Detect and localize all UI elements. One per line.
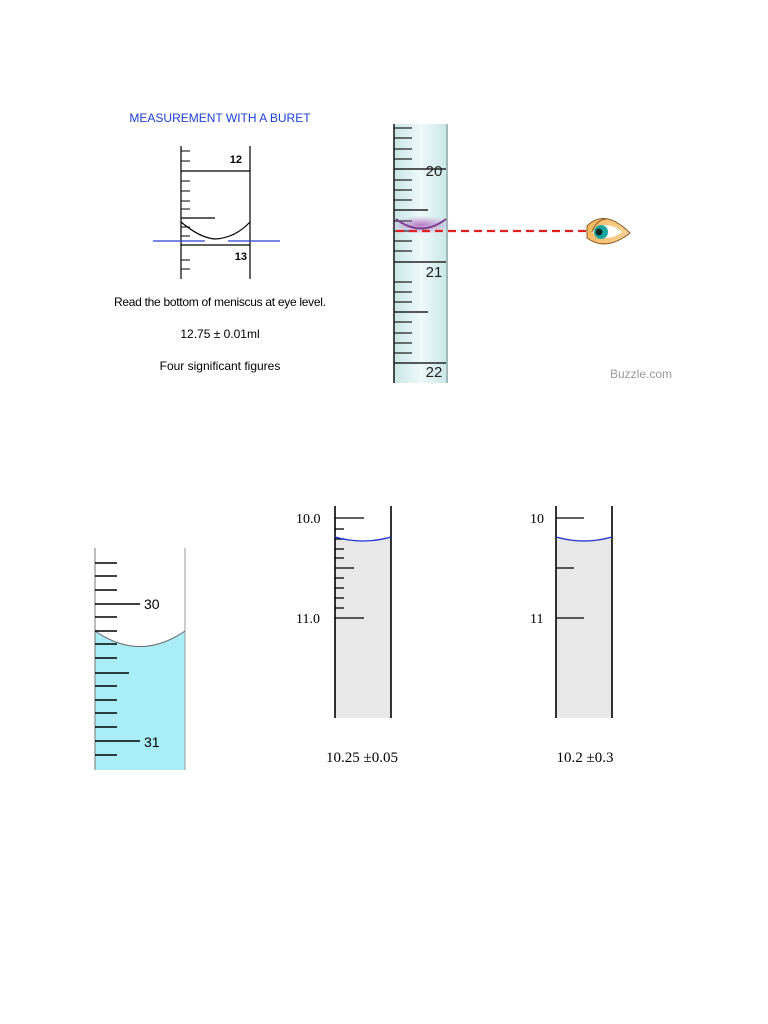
panel-c-graduated-cylinder [95, 548, 185, 770]
panel-a-caption-3: Four significant figures [159, 359, 281, 373]
panel-c-label-30: 30 [144, 596, 160, 612]
panel-a-meniscus [181, 222, 250, 239]
panel-b-label-22: 22 [425, 364, 443, 381]
panel-b-watermark: Buzzle.com [609, 367, 672, 381]
panel-a-caption-1: Read the bottom of meniscus at eye level. [114, 295, 326, 309]
eye-icon [587, 218, 630, 243]
panel-c-label-31: 31 [144, 734, 160, 750]
panel-a-label-12: 12 [229, 154, 242, 166]
panel-d-label-10: 10.0 [296, 512, 321, 527]
panel-d-buret-reading [296, 506, 398, 766]
panel-a-title: MEASUREMENT WITH A BURET [129, 111, 311, 125]
panel-a-ticks [181, 151, 190, 269]
panel-b-buret-photo [391, 124, 672, 383]
panel-b-label-21: 21 [425, 264, 443, 281]
panel-e-reading: 10.2 ±0.3 [556, 750, 614, 766]
panel-e-buret-reading [530, 506, 613, 766]
panel-d-reading: 10.25 ±0.05 [326, 750, 398, 766]
panel-b-label-20: 20 [425, 163, 443, 180]
panel-d-label-11: 11.0 [296, 612, 320, 627]
panel-d-liquid [335, 537, 391, 718]
panel-e-liquid [556, 537, 612, 718]
panel-e-label-10: 10 [530, 512, 544, 527]
panel-e-label-11: 11 [530, 612, 544, 627]
panel-a-buret-diagram [114, 111, 326, 373]
panel-a-caption-2: 12.75 ± 0.01ml [180, 327, 260, 341]
panel-a-label-13: 13 [234, 251, 247, 263]
